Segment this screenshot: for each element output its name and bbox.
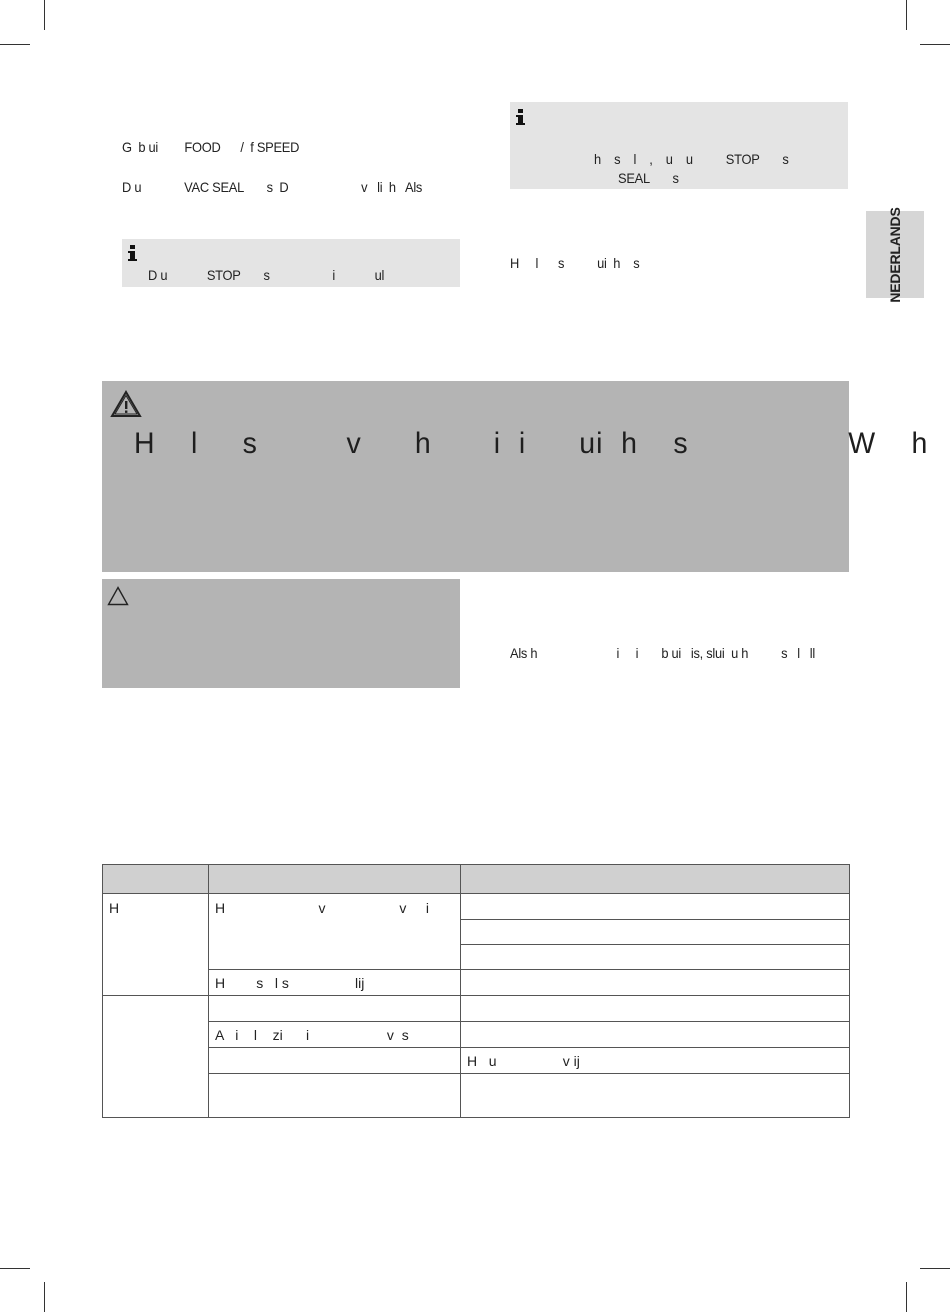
language-side-tab-label: NEDERLANDS xyxy=(887,207,903,303)
right-body-line-2: Als h i i b ui is, slui u h s l ll xyxy=(510,645,815,661)
crop-mark xyxy=(906,1282,907,1312)
crop-mark xyxy=(920,44,950,45)
caution-box xyxy=(102,579,460,688)
table-cell xyxy=(209,996,461,1022)
table-cell xyxy=(103,996,209,1118)
table-header-cell xyxy=(209,865,461,894)
table-row xyxy=(103,996,850,1022)
right-body-line-1: H l s ui h s xyxy=(510,255,640,271)
crop-mark xyxy=(0,44,30,45)
table-row xyxy=(103,894,850,920)
table-row xyxy=(103,1048,850,1074)
crop-mark xyxy=(44,0,45,30)
table-cell xyxy=(461,1022,850,1048)
crop-mark xyxy=(0,1268,30,1269)
table-cell: H xyxy=(103,894,209,996)
table-cell: A i l zi i v s xyxy=(209,1022,461,1048)
crop-mark xyxy=(906,0,907,30)
table-row xyxy=(103,970,850,996)
table-cell xyxy=(461,945,850,970)
left-info-note xyxy=(122,239,460,287)
info-icon xyxy=(128,245,138,263)
info-icon xyxy=(516,109,526,127)
right-note-text-line-2: SEAL s xyxy=(618,170,679,186)
right-note-text-line-1: h s l , u u STOP s xyxy=(594,151,789,167)
table-row xyxy=(103,1074,850,1118)
table-cell xyxy=(461,920,850,945)
table-cell xyxy=(461,970,850,996)
left-body-line-1: G b ui FOOD / f SPEED xyxy=(122,139,300,155)
table-row xyxy=(103,1022,850,1048)
warning-banner xyxy=(102,381,929,572)
crop-mark xyxy=(920,1268,950,1269)
table-header-row xyxy=(103,865,850,894)
left-body-line-2: D u VAC SEAL s D v li h Als xyxy=(122,179,423,195)
crop-mark xyxy=(44,1282,45,1312)
table-cell xyxy=(209,1074,461,1118)
right-info-note xyxy=(510,102,848,189)
table-cell xyxy=(461,1074,850,1118)
table-cell: H v v i xyxy=(209,894,461,970)
table-cell xyxy=(461,894,850,920)
table-header-cell xyxy=(461,865,850,894)
table-cell: H u v ij xyxy=(461,1048,850,1074)
warning-banner-text: H l s v h i i ui h s W h xyxy=(134,427,929,460)
language-side-tab xyxy=(866,207,924,303)
caution-triangle-icon xyxy=(107,586,129,606)
table-header-cell xyxy=(103,865,209,894)
left-note-text: D u STOP s i ul xyxy=(148,267,385,283)
table-cell: H s l s lij xyxy=(209,970,461,996)
warning-triangle-icon xyxy=(110,390,142,418)
table-cell xyxy=(209,1048,461,1074)
table-cell xyxy=(461,996,850,1022)
troubleshooting-table xyxy=(102,864,850,1118)
